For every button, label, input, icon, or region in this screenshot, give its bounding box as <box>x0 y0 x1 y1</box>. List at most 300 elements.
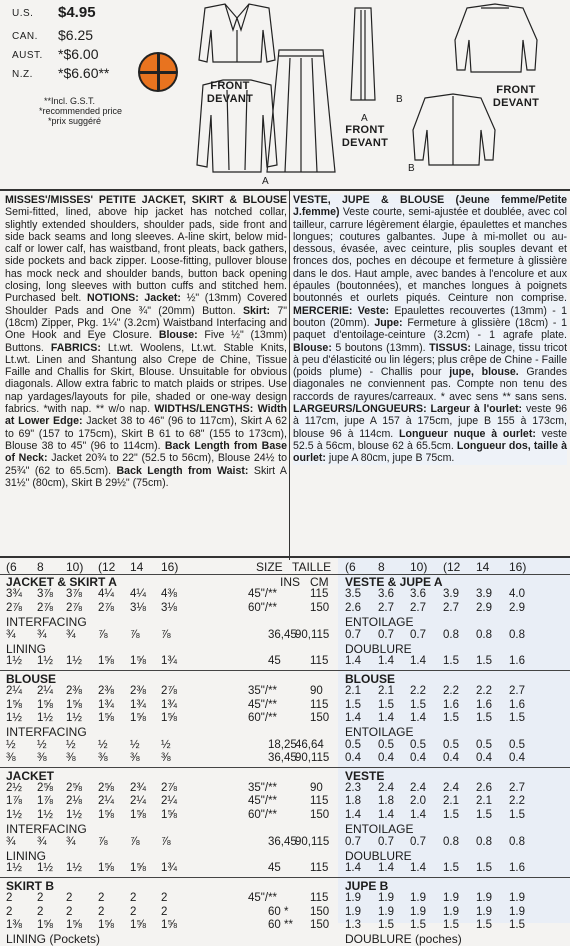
back-length-text: Jacket 20¾ to 22" (52.5 to 56cm), Blouse 24½ to 25¾" (62 to 65.5cm). <box>5 452 287 477</box>
meterage-cell-right: 0.4 <box>443 752 459 765</box>
size-header-right: 10) <box>410 560 428 574</box>
yardage-cell-left: ½ <box>37 738 47 751</box>
yardage-cell-left: 1⅝ <box>37 919 53 931</box>
yardage-cell-left: ⅞ <box>130 628 140 641</box>
waist-length-heading: Back Length from Waist: <box>116 464 249 477</box>
width-cm: 115 <box>310 698 329 711</box>
yardage-cell-left: ¾ <box>6 628 16 641</box>
meterage-cell-right: 1.5 <box>476 919 492 931</box>
yardage-cell-left: 2 <box>6 892 13 905</box>
french-description <box>293 194 567 465</box>
yardage-cell-left: 4¼ <box>130 588 146 601</box>
meterage-cell-right: 1.4 <box>378 655 394 668</box>
dos-heading: Longueur dos, taille à ourlet: <box>293 439 567 465</box>
yardage-cell-left: 1⅝ <box>98 808 114 821</box>
yardage-cell-left: 2 <box>130 905 137 918</box>
yardage-cell-left: ⅞ <box>130 835 140 848</box>
meterage-cell-right: 1.9 <box>345 892 361 905</box>
meterage-cell-right: 2.1 <box>378 685 394 698</box>
size-header-right: 14 <box>476 560 490 574</box>
note-recommended: *recommended price <box>39 106 123 116</box>
front-label-3 <box>486 84 546 110</box>
meterage-cell-right: 1.4 <box>378 862 394 875</box>
size-header-right: 16) <box>509 560 527 574</box>
jupe-blouse-heading: jupe, blouse. <box>449 366 519 379</box>
yardage-cell-left: 2⅝ <box>37 782 53 794</box>
meterage-cell-right: 1.5 <box>378 698 394 711</box>
meterage-cell-right: 1.9 <box>509 892 525 905</box>
yardage-cell-left: 3⅛ <box>130 601 146 614</box>
meterage-cell-right: 1.5 <box>410 919 426 931</box>
width-ins: 60 * <box>268 905 289 918</box>
meterage-cell-right: 1.4 <box>410 712 426 724</box>
brand-logo <box>138 52 178 92</box>
width-cm: 46,64 <box>295 738 324 751</box>
section-heading-fr: ENTOILAGE <box>345 822 414 837</box>
meterage-cell-right: 1.5 <box>410 698 426 711</box>
yardage-cell-left: 2¾ <box>130 782 146 794</box>
meterage-cell-right: 1.5 <box>509 808 525 821</box>
blouse-text: Five ½" (13mm) Buttons. <box>5 329 287 354</box>
meterage-cell-right: 2.2 <box>509 795 525 808</box>
fabrics-text: Lt.wt. Woolens, Lt.wt. Stable Knits, Lt.wt. Linen and Shantung also Crepe de Chine, Tissue Faille and Challis for Skirt, Blouse. Unsuitable for obvious diagonals. Allow extra fabric to match plaids or stripes. Use nap yardages/layouts for pile, shaded or one-way design fabrics. *with nap. ** w/o nap. <box>5 341 288 416</box>
french-body: Veste courte, semi-ajustée et doublée, avec col tailleur, carrure légèrement élargie, épaulettes et manches longues; coutures galbantes. Jupe à mi-mollet ou au-dessous, évasée, avec ceinture, plis souples devant et fronces dos, poches en découpe et fermeture à glissière dans le dos. Haut ample, avec bandes à l'encolure et aux épaules (boutonnées), et manches longues à poignets boutonnés et ourlets piqués. Ceinture non comprise. <box>293 206 567 305</box>
meterage-cell-right: 2.4 <box>378 782 394 794</box>
meterage-cell-right: 1.6 <box>443 698 459 711</box>
width-cm: 150 <box>310 808 330 821</box>
yardage-chart <box>0 558 570 946</box>
yardage-cell-left: 2 <box>98 892 105 905</box>
meterage-cell-right: 0.7 <box>345 835 361 848</box>
top-rule <box>0 189 570 191</box>
yardage-cell-left: 1½ <box>66 655 82 668</box>
nuque-text: veste 52.5 à 56cm, blouse 62 à 65.5cm. <box>293 427 568 452</box>
yardage-cell-left: 1½ <box>37 808 53 821</box>
price-nz: *$6.60** <box>58 65 110 81</box>
yardage-cell-left: 1⅝ <box>130 862 146 875</box>
meterage-cell-right: 0.5 <box>509 738 525 751</box>
yardage-cell-left: ⅜ <box>98 752 108 765</box>
size-header-left: (6 <box>6 560 17 574</box>
french-title: VESTE, JUPE & BLOUSE (Jeune femme/Petite J.femme) <box>293 194 567 219</box>
meterage-cell-right: 1.5 <box>509 712 525 724</box>
meterage-cell-right: 1.6 <box>509 655 525 668</box>
meterage-cell-right: 3.5 <box>345 588 361 601</box>
meterage-cell-right: 1.9 <box>443 892 459 905</box>
meterage-cell-right: 0.7 <box>410 628 426 641</box>
price-row-aust <box>6 46 146 65</box>
meterage-cell-right: 1.3 <box>345 919 361 931</box>
meterage-cell-right: 2.2 <box>443 685 459 698</box>
yardage-cell-left: 2⅞ <box>161 685 177 698</box>
yardage-cell-left: 1¾ <box>161 862 177 875</box>
yardage-cell-left: 1⅝ <box>6 698 22 711</box>
yardage-cell-left: 1⅜ <box>6 919 22 931</box>
meterage-cell-right: 1.6 <box>476 698 492 711</box>
yardage-cell-left: 1⅝ <box>98 919 114 931</box>
meterage-cell-right: 3.9 <box>476 588 492 601</box>
price-row-us <box>6 4 146 23</box>
yardage-cell-left: 2¼ <box>98 795 114 808</box>
section-heading-en: LINING <box>6 849 47 863</box>
ins-header: INS <box>280 575 301 589</box>
yardage-cell-left: 2⅛ <box>66 795 82 808</box>
yardage-cell-left: 1¾ <box>161 655 177 668</box>
yardage-cell-left: 1⅝ <box>161 712 177 724</box>
meterage-cell-right: 1.9 <box>378 905 394 918</box>
width-ins: 45"/** <box>248 698 278 711</box>
section-heading-fr: DOUBLURE <box>345 642 412 656</box>
yardage-cell-left: 1½ <box>66 712 82 724</box>
meterage-cell-right: 2.1 <box>345 685 361 698</box>
yardage-cell-left: 1¾ <box>98 698 114 711</box>
meterage-cell-right: 1.5 <box>509 919 525 931</box>
yardage-cell-left: 2 <box>37 905 44 918</box>
meterage-cell-right: 1.6 <box>509 862 525 875</box>
yardage-cell-left: 1⅝ <box>98 712 114 724</box>
size-header-right: 8 <box>378 560 385 574</box>
section-heading-fr: VESTE <box>345 768 385 783</box>
meterage-cell-right: 2.1 <box>443 795 459 808</box>
yardage-cell-left: ⅞ <box>161 628 171 641</box>
yardage-cell-left: 1⅞ <box>37 795 53 808</box>
width-cm: 150 <box>310 905 330 918</box>
width-ins: 60 ** <box>268 919 293 931</box>
view-label-a1: A <box>361 113 368 124</box>
country-code-nz: N.Z. <box>12 69 33 80</box>
meterage-cell-right: 1.5 <box>443 655 459 668</box>
yardage-cell-left: 1⅝ <box>130 655 146 668</box>
price-aust: *$6.00 <box>58 46 99 62</box>
meterage-cell-right: 0.4 <box>476 752 492 765</box>
yardage-cell-left: 1½ <box>6 655 22 668</box>
meterage-cell-right: 2.6 <box>476 782 492 794</box>
yardage-cell-left: 4¼ <box>98 588 114 601</box>
english-body: Semi-fitted, lined, above hip jacket has notched collar, slightly extended shoulders, shoulder pads, side front and side back seams and long sleeves. A-line skirt, below mid-calf or lower calf, has waistband, front pleats, back gathers, side pockets and back zipper. Loose-fitting, pullover blouse has mock neck and shoulder bands, button back opening closing, long sleeves with button cuffs and stitched hem. Purchased belt. <box>5 206 287 305</box>
meterage-cell-right: 1.4 <box>410 808 426 821</box>
meterage-cell-right: 0.8 <box>476 628 492 641</box>
meterage-cell-right: 1.9 <box>345 905 361 918</box>
yardage-cell-left: 1½ <box>37 862 53 875</box>
yardage-cell-left: ⅞ <box>98 628 108 641</box>
meterage-cell-right: 1.4 <box>345 655 361 668</box>
section-heading-fr: VESTE & JUPE A <box>345 575 443 589</box>
front-label-2-text: FRONT DEVANT <box>341 124 389 149</box>
meterage-cell-right: 3.6 <box>378 588 394 601</box>
meterage-cell-right: 1.5 <box>476 712 492 724</box>
price-row-can <box>6 27 146 46</box>
yardage-cell-left: 1⅝ <box>66 698 82 711</box>
mercerie-text: Epaulettes recouvertes (13mm) - 1 bouton (20mm). <box>293 304 567 329</box>
yardage-cell-left: ⅜ <box>66 752 76 765</box>
yardage-cell-left: 1⅞ <box>6 795 22 808</box>
yardage-cell-left: 2¼ <box>130 795 146 808</box>
yardage-cell-left: ¾ <box>37 628 47 641</box>
meterage-cell-right: 1.4 <box>410 655 426 668</box>
yardage-cell-left: 1⅝ <box>161 919 177 931</box>
yardage-cell-left: ¾ <box>6 835 16 848</box>
yardage-cell-left: 2 <box>66 892 73 905</box>
width-cm: 90 <box>310 782 323 794</box>
yardage-cell-left: 1⅝ <box>66 919 82 931</box>
meterage-cell-right: 1.9 <box>378 892 394 905</box>
meterage-cell-right: 1.9 <box>509 905 525 918</box>
meterage-cell-right: 1.4 <box>345 808 361 821</box>
country-code-us: U.S. <box>12 8 34 19</box>
section-heading-en: BLOUSE <box>6 671 57 686</box>
size-header-left: (12 <box>98 560 116 574</box>
notions-heading: NOTIONS: Jacket: <box>86 292 181 305</box>
width-ins: 45"/** <box>248 588 278 601</box>
meterage-cell-right: 2.4 <box>443 782 459 794</box>
fabrics-heading: FABRICS: <box>50 341 101 354</box>
size-header-right: (12 <box>443 560 461 574</box>
yardage-cell-left: ¾ <box>37 835 47 848</box>
meterage-cell-right: 1.9 <box>443 905 459 918</box>
meterage-cell-right: 1.9 <box>410 905 426 918</box>
yardage-cell-left: 2 <box>161 892 168 905</box>
yardage-cell-left: 1½ <box>6 712 22 724</box>
yardage-cell-left: 2 <box>161 905 168 918</box>
width-ins: 45"/** <box>248 892 278 905</box>
section-rule <box>0 670 570 671</box>
width-ins: 35"/** <box>248 782 278 794</box>
yardage-cell-left: ¾ <box>66 628 76 641</box>
blouse-heading: Blouse: <box>158 329 198 342</box>
yardage-cell-left: 1⅝ <box>37 698 53 711</box>
meterage-cell-right: 1.5 <box>443 712 459 724</box>
largeurs-heading: LARGEURS/LONGUEURS: Largeur à l'ourlet: <box>293 403 523 416</box>
price-can: $6.25 <box>58 27 94 43</box>
section-heading-fr: JUPE B <box>345 878 389 893</box>
section-heading-fr: DOUBLURE (poches) <box>345 932 462 946</box>
meterage-cell-right: 1.5 <box>443 919 459 931</box>
yardage-cell-left: 1⅝ <box>98 862 114 875</box>
yardage-cell-left: 2⅞ <box>66 601 82 614</box>
section-heading-en: SKIRT B <box>6 878 54 893</box>
skirt-text: 7" (18cm) Zipper, Pkg. 1¼" (3.2cm) Waistband Interfacing and One Hook and Eye Closure. <box>5 304 287 342</box>
meterage-cell-right: 0.8 <box>509 628 525 641</box>
width-ins: 36,45 <box>268 628 297 641</box>
yardage-cell-left: 2⅞ <box>161 782 177 794</box>
yardage-cell-left: 2⅞ <box>37 601 53 614</box>
width-ins: 36,45 <box>268 835 297 848</box>
front-label-1-text: FRONT DEVANT <box>206 80 254 105</box>
yardage-cell-left: 1½ <box>37 712 53 724</box>
meterage-cell-right: 1.5 <box>476 862 492 875</box>
taille-header: TAILLE <box>292 560 332 574</box>
meterage-cell-right: 1.6 <box>509 698 525 711</box>
yardage-cell-left: ½ <box>66 738 76 751</box>
price-row-nz <box>6 65 146 84</box>
english-description <box>5 194 287 489</box>
tissus-heading: TISSUS: <box>429 341 471 354</box>
yardage-cell-left: 2⅝ <box>66 782 82 794</box>
meterage-cell-right: 2.9 <box>476 601 492 614</box>
meterage-cell-right: 1.5 <box>476 808 492 821</box>
meterage-cell-right: 0.7 <box>410 835 426 848</box>
yardage-cell-left: 1⅝ <box>98 655 114 668</box>
width-ins: 36,45 <box>268 752 297 765</box>
meterage-cell-right: 2.7 <box>410 601 426 614</box>
yardage-cell-left: 1½ <box>6 808 22 821</box>
view-label-b2: B <box>408 163 415 174</box>
yardage-cell-left: 3⅞ <box>66 588 82 601</box>
jupe-text: Fermeture à glissière (18cm) - 1 paquet d'entoilage-ceinture (3.2cm) - 1 agrafe plate. <box>293 316 567 342</box>
yardage-cell-left: ½ <box>6 738 16 751</box>
fr-blouse-text: 5 boutons (13mm). <box>331 341 430 354</box>
yardage-cell-left: 3⅛ <box>161 601 177 614</box>
width-cm: 150 <box>310 919 330 931</box>
meterage-cell-right: 2.1 <box>476 795 492 808</box>
yardage-cell-left: 2⅜ <box>98 685 114 698</box>
width-cm: 90,115 <box>295 628 330 641</box>
width-ins: 45"/** <box>248 795 278 808</box>
size-header-left: 8 <box>37 560 44 574</box>
yardage-cell-left: 2 <box>130 892 137 905</box>
yardage-cell-left: 3⅞ <box>37 588 53 601</box>
yardage-cell-left: ½ <box>98 738 108 751</box>
meterage-cell-right: 1.4 <box>378 712 394 724</box>
yardage-cell-left: ⅜ <box>130 752 140 765</box>
width-cm: 90,115 <box>295 752 330 765</box>
meterage-cell-right: 0.7 <box>378 835 394 848</box>
width-cm: 150 <box>310 601 330 614</box>
meterage-cell-right: 2.7 <box>378 601 394 614</box>
yardage-cell-left: 2 <box>37 892 44 905</box>
yardage-cell-left: 2⅞ <box>6 601 22 614</box>
meterage-cell-right: 0.5 <box>410 738 426 751</box>
meterage-cell-right: 0.4 <box>410 752 426 765</box>
meterage-cell-right: 0.8 <box>443 835 459 848</box>
yardage-cell-left: 1¾ <box>130 698 146 711</box>
price-list <box>6 4 146 126</box>
yardage-cell-left: 2⅞ <box>98 601 114 614</box>
meterage-cell-right: 0.4 <box>345 752 361 765</box>
width-cm: 115 <box>310 655 329 668</box>
meterage-cell-right: 0.8 <box>509 835 525 848</box>
yardage-cell-left: ⅜ <box>6 752 16 765</box>
meterage-cell-right: 1.8 <box>345 795 361 808</box>
section-heading-en: INTERFACING <box>6 725 87 740</box>
english-title: MISSES'/MISSES' PETITE JACKET, SKIRT & BLOUSE <box>5 194 287 206</box>
meterage-cell-right: 1.4 <box>410 862 426 875</box>
yardage-cell-left: 2⅜ <box>130 685 146 698</box>
yardage-cell-left: 2⅜ <box>66 685 82 698</box>
yardage-cell-left: 2⅝ <box>98 782 114 794</box>
section-heading-fr: ENTOILAGE <box>345 615 414 630</box>
meterage-cell-right: 0.4 <box>509 752 525 765</box>
width-ins: 18,25 <box>268 738 297 751</box>
cm-header: CM <box>310 575 329 589</box>
yardage-cell-left: ⅞ <box>161 835 171 848</box>
meterage-cell-right: 1.4 <box>378 808 394 821</box>
meterage-cell-right: 3.6 <box>410 588 426 601</box>
meterage-cell-right: 2.0 <box>410 795 426 808</box>
largeurs-text: veste 96 à 117cm, jupe A 157 à 175cm, jupe B 155 à 173cm, blouse 96 à 114cm. <box>293 403 567 440</box>
yardage-cell-left: 4⅜ <box>161 588 177 601</box>
yardage-cell-left: 1⅝ <box>161 808 177 821</box>
meterage-cell-right: 1.5 <box>476 655 492 668</box>
mercerie-heading: MERCERIE: Veste: <box>293 304 389 317</box>
skirt-heading: Skirt: <box>242 304 271 317</box>
meterage-cell-right: 1.4 <box>345 862 361 875</box>
front-label-2 <box>335 124 395 150</box>
width-ins: 35"/** <box>248 685 278 698</box>
width-ins: 60"/** <box>248 808 278 821</box>
width-ins: 60"/** <box>248 601 278 614</box>
section-heading-fr: DOUBLURE <box>345 849 412 863</box>
yardage-cell-left: 2 <box>6 905 13 918</box>
note-prix: *prix suggéré <box>48 116 102 126</box>
section-heading-en: JACKET <box>6 768 55 783</box>
width-cm: 115 <box>310 795 329 808</box>
width-cm: 90,115 <box>295 835 330 848</box>
meterage-cell-right: 0.5 <box>378 738 394 751</box>
widths-heading: WIDTHS/LENGTHS: Width at Lower Edge: <box>5 403 287 428</box>
yardage-cell-left: 2 <box>98 905 105 918</box>
yardage-cell-left: 2¼ <box>37 685 53 698</box>
yardage-cell-left: ½ <box>130 738 140 751</box>
yardage-cell-left: 1¾ <box>161 698 177 711</box>
meterage-cell-right: 1.5 <box>443 862 459 875</box>
yardage-cell-left: ½ <box>161 738 171 751</box>
yardage-cell-left: 1⅝ <box>130 712 146 724</box>
jupe-heading: Jupe: <box>374 316 403 329</box>
country-code-aust: AUST. <box>12 50 43 61</box>
meterage-cell-right: 0.5 <box>443 738 459 751</box>
widths-text: Jacket 38 to 46" (96 to 117cm), Skirt A 62 to 69" (157 to 175cm), Skirt B 61 to 68" (155 to 173cm), Blouse 38 to 45" (96 to 114cm). <box>5 415 287 452</box>
width-cm: 150 <box>310 712 330 724</box>
meterage-cell-right: 2.9 <box>509 601 525 614</box>
section-heading-fr: ENTOILAGE <box>345 725 414 740</box>
meterage-cell-right: 1.5 <box>345 698 361 711</box>
view-label-b1: B <box>396 94 403 105</box>
yardage-cell-left: 2¼ <box>161 795 177 808</box>
meterage-cell-right: 1.5 <box>443 808 459 821</box>
yardage-cell-left: 1⅝ <box>130 808 146 821</box>
meterage-cell-right: 0.8 <box>476 835 492 848</box>
section-rule <box>0 767 570 768</box>
yardage-cell-left: 2¼ <box>6 685 22 698</box>
section-heading-en: LINING (Pockets) <box>6 932 101 946</box>
meterage-cell-right: 0.7 <box>378 628 394 641</box>
meterage-cell-right: 3.9 <box>443 588 459 601</box>
nuque-heading: Longueur nuque à ourlet: <box>399 427 536 440</box>
price-us: $4.95 <box>58 4 96 21</box>
size-header-left: 16) <box>161 560 179 574</box>
yardage-cell-left: 2 <box>66 905 73 918</box>
yardage-cell-left: ⅞ <box>98 835 108 848</box>
yardage-cell-left: 1½ <box>37 655 53 668</box>
country-code-can: CAN. <box>12 31 38 42</box>
back-length-heading: Back Length from Base of Neck: <box>5 439 288 465</box>
yardage-cell-left: 1½ <box>66 862 82 875</box>
view-label-a2: A <box>262 176 269 187</box>
yardage-cell-left: 3¾ <box>6 588 22 601</box>
meterage-cell-right: 0.5 <box>345 738 361 751</box>
yardage-cell-left: ⅜ <box>37 752 47 765</box>
yardage-cell-left: 1½ <box>6 862 22 875</box>
meterage-cell-right: 1.4 <box>345 712 361 724</box>
waist-length-text: Skirt A 31½" (80cm), Skirt B 29½" (75cm). <box>5 464 287 489</box>
size-header-left: 10) <box>66 560 84 574</box>
meterage-cell-right: 4.0 <box>509 588 525 601</box>
tissus-text-2: Grandes diagonales ne conviennent pas. Compte non tenu des raccords de rayures/carreaux. * avec sens ** sans sens. <box>293 366 568 403</box>
section-heading-en: LINING <box>6 642 47 656</box>
meterage-cell-right: 2.7 <box>443 601 459 614</box>
meterage-cell-right: 2.6 <box>345 601 361 614</box>
